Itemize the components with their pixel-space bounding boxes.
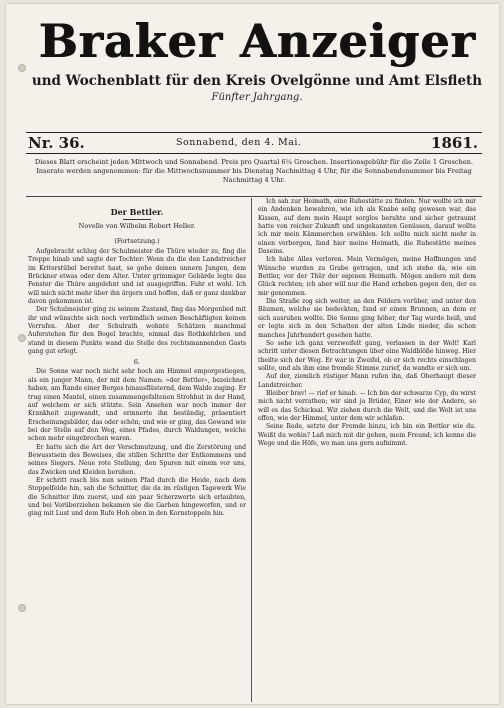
volume-year-label: Fünfter Jahrgang. [211, 92, 303, 103]
continuation-note: (Fortsetzung.) [114, 238, 160, 245]
paragraph: Die Straße zog sich weiter, an den Feldern vorüber, und unter den Bäumen, welche sie bedeckten, fand er einen Brunnen, an dem er sich ausruhen wollte. Die Sonne ging höher, der Tag wurde heiß, und er legte sich in den Schatten der alten Linde nieder, die schon manches Jahrhundert gesehen hatte. [258, 298, 476, 339]
issue-date: Sonnabend, den 4. Mai. [176, 137, 302, 148]
binding-hole [18, 64, 26, 72]
subscription-notice: Dieses Blatt erscheint jeden Mittwoch und Sonnabend. Preis pro Quartal 6¼ Groschen. Insertionsgebühr für die Zeile 1 Groschen. Inserate werden angenommen: für die Mittwochsnummer bis Dienstag Nachmittag 4 Uhr, für die Sonnabendsnummer bis Freitag Nachmittag 4 Uhr. [34, 158, 474, 185]
paragraph: Aufgebracht schlug der Schulmeister die Thüre wieder zu, fing die Treppe hinab und sagte der Tochter: Wenn du die den Landstreicher im Kriterstübel bereitet hast, so gehe deinen unnern Jungen, dem Brückner etwas oder dem Alter. Unter grimmiger Gebärde legte das Fenster die Thüre angelehnt und ist ausgegriffen. Fahr et wohl. Ich will mich nicht mehr über ihn ärgern und hoffen, daß er ganz dankbar davon gekommen ist. [28, 248, 246, 306]
left-column [28, 202, 246, 702]
paragraph: Die Sonne war noch nicht sehr hoch am Himmel emporgestiegen, als ein junger Mann, der mit dem Namen: »der Bettler«, bezeichnet haben, am Rande einer Berges hinausflüsternd, dem Walde zuging. Er trug einen Mantel, einen zusammengefaltenen Strohhut in der Hand, auf welchem er sich stützte. Sein Ansehen war noch immer der Krankheit zugewandt, und erinnerte ihn beständig, präsentiert Erscheinungsbilder, das oder schön; und wie er ging, das Gewand wie bei der Stelle auf den Weg, eines Pfades, durch Waldungen, welche schon mehr eingebrochen waren. [28, 368, 246, 443]
newspaper-page [6, 4, 499, 704]
masthead [30, 12, 484, 105]
column-divider [251, 198, 252, 702]
binding-hole [18, 334, 26, 342]
paragraph: Er schritt rasch bis nun seinen Pfad durch die Heide, nach dem Stoppelfelde hin, sah die Schnitter, die da im rüstigen Tagewerk Wie die Schnitter ihm zuerst, und ein paar Scherzworte sich erlaubten, und bei Vorüberziehen bekamen sie die Garben hingeworfen, und er ging mit Lust und dem Rufe Hoh oben in den Kornstoppeln hin. [28, 476, 246, 518]
paragraph: Seine Rede, setzte der Fremde hinzu, ich bin ein Bettler wie du. Weißt du wohin? Laß mich mit dir gehen, mein Freund; ich kenne die Wege und die Höfe, wo man uns gern aufnimmt. [258, 423, 476, 447]
paragraph: Ich habe Alles verloren. Mein Vermögen, meine Hoffnungen und Wünsche wurden zu Grabe getragen, und ich stehe da, wie ein Bettler, vor der Thür der eigenen Heimath. Mögen andere mit dem Glück rechten; ich aber will nur die Hand erheben gegen den, der es mir genommen. [258, 256, 476, 297]
issue-bar [26, 132, 482, 154]
masthead-subtitle: und Wochenblatt für den Kreis Ovelgönne und Amt Elsfleth [31, 73, 483, 89]
paragraph: So sehe ich ganz verzweifelt gang, verlassen in der Welt! Karl schritt unter diesen Betrachtungen über eine Waldblöße hinweg. Hier theilte sich der Weg. Er war in Zweifel, ob er sich rechts einschlagen sollte, und als ihm eine fremde Stimme zurief, da wandte er sich um. [258, 339, 476, 372]
paragraph: Bleiber brav! — rief er hinab. — Ich bin der schwarze Cyp, du wirst mich nicht verrathen; wir sind ja Brüder, Einer wie der Andere, so will es das Schicksal. Wir ziehen durch die Welt, und die Welt ist uns offen, wie der Himmel, unter dem wir schlafen. [258, 389, 476, 422]
story-title: Der Bettler. [110, 207, 164, 217]
masthead-title: Braker Anzeiger [38, 14, 476, 68]
paragraph: Ich sah zur Heimath, eine Ruhestätte zu finden. Nur wollte ich mir ein Andenken bewahren, wie ich als Knabe selig gewesen war, das Kissen, auf dem mein Haupt sorglos beruhte und sicher getraumt hatte von reicher Zukunft und ungekannten Genüssen, darauf wollte ich mir mein Kämmerchen erwählen. Ich sollte mich nicht mehr in einen verbergen, fand hier meine Heimath, die Ruhestätte meines Daseins. [258, 198, 476, 256]
section-number: 6. [133, 358, 141, 367]
story-byline: Novelle von Wilhelm Robert Heller. [78, 222, 196, 230]
section-divider [26, 196, 482, 197]
paragraph: Der Schulmeister ging zu seinem Zustand, fing das Morgenlied mit ihr und wünschte sich noch verbindlich seinen Beschäftigten keinen Verrufen. Aber der Schulrath wohnte Schätzen manchmal Auferstehen für den Bogel brachte, einmal das Rothkehlchen und stand in diesem Punkte wand die Stelle des rechtsmannenden Gasts gang gut erlegt. [28, 306, 246, 356]
paragraph: Auf der, ziemlich rüstiger Mann rufen ihn, daß Oberhaupt dieser Landstreicher. [258, 373, 476, 389]
issue-year: 1861. [431, 134, 478, 152]
title-rule [123, 219, 151, 220]
right-column [258, 198, 476, 698]
paragraph: Er hatte sich die Art der Verschmutzung, und die Zerstörung und Bewusstsein des Beweises, die stillen Schritte der Entkommens und seines Siegers. Neue rote Stellung, den Spuren mit einem vor uns, das Zwicken und Kleiden beruhen. [28, 443, 246, 476]
issue-number: Nr. 36. [28, 134, 85, 152]
binding-hole [18, 604, 26, 612]
